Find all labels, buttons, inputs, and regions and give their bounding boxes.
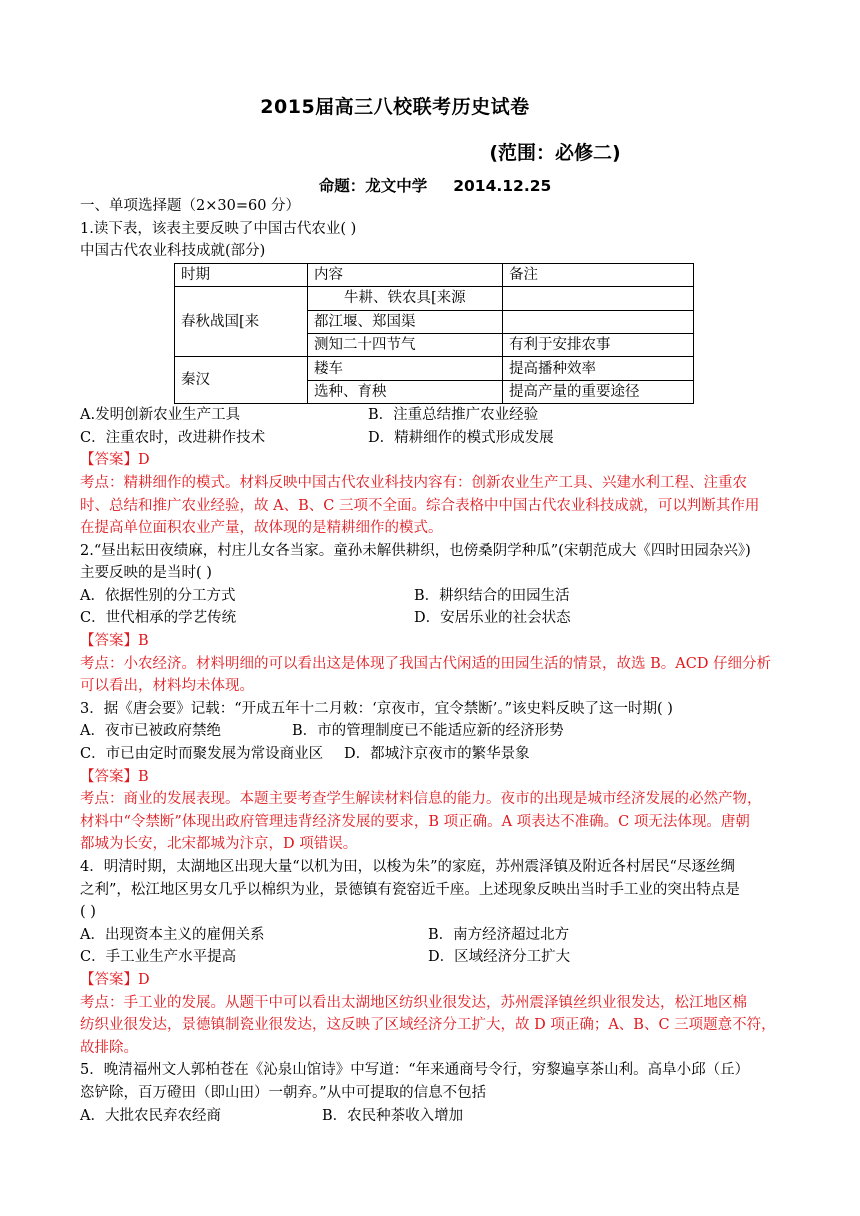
q3-answer: 【答案】B [80,768,149,785]
q4-stem-line: ( ) [80,904,96,921]
q1-table [174,263,694,404]
q3-options-row2 [80,743,794,766]
note-cell: 有利于安排农事 [503,333,694,356]
note-cell: 提高播种效率 [503,357,694,380]
q1-options-row1 [80,404,794,427]
q4-option-b: B．南方经济超过北方 [428,926,570,943]
q4-option-c: C．手工业生产水平提高 [80,949,237,966]
q3-explanation-line: 都城为长安，北宋都城为汴京，D 项错误。 [80,836,358,853]
q4-answer: 【答案】D [80,971,150,988]
q4-option-d: D．区域经济分工扩大 [428,949,571,966]
q1-answer: 【答案】D [80,452,150,469]
q3-option-d: D．都城汴京夜市的繁华景象 [344,746,530,763]
setter-label: 命题：龙文中学 [318,177,428,195]
q2-explanation-line: 考点：小农经济。材料明细的可以看出这是体现了我国古代闲适的田园生活的情景，故选 B。ACD 仔细分析 [80,655,772,672]
q3-options-row1 [80,720,794,743]
q3-explanation-line: 考点：商业的发展表现。本题主要考查学生解读材料信息的能力。夜市的出现是城市经济发展的必然产物， [80,791,762,808]
q3-option-c: C．市已由定时而聚发展为常设商业区 [80,746,324,763]
q1-explanation-line: 在提高单位面积农业产量，故体现的是精耕细作的模式。 [80,520,443,537]
q1-options-row2 [80,427,794,450]
q5-stem-line: 5．晚清福州文人郭柏苍在《沁泉山馆诗》中写道：“年来通商号令行，穷黎遍享茶山利。高阜小邱（丘） [80,1062,750,1079]
content-cell: 测知二十四节气 [308,333,503,356]
q4-explanation-line: 故排除。 [80,1039,138,1056]
q2-options-row2 [80,607,794,630]
q5-option-a: A．大批农民弃农经商 [80,1107,221,1124]
exam-title: 2015届高三八校联考历史试卷 [260,96,530,118]
q5-option-b: B．农民种茶收入增加 [322,1107,464,1124]
q3-explanation-line: 材料中“令禁断”体现出政府管理违背经济发展的要求，B 项正确。A 项表达不准确。C 项无法体现。唐朝 [80,813,750,830]
q4-option-a: A．出现资本主义的雇佣关系 [80,926,265,943]
q3-stem: 3．据《唐会要》记载：“开成五年十二月敕：‘京夜市，宜令禁断’。”该史料反映了这一时期( ) [80,700,673,717]
header-note: 备注 [503,263,694,286]
q2-option-b: B．耕织结合的田园生活 [414,587,570,604]
header-period: 时期 [175,263,308,286]
q1-table-title: 中国古代农业科技成就(部分) [80,243,266,260]
content-cell: 选种、育秧 [308,380,503,403]
section-heading: 一、单项选择题（2×30=60 分） [80,198,301,214]
q4-stem-line: 4．明清时期，太湖地区出现大量“以机为田，以梭为朱”的家庭，苏州震泽镇及附近各村居民“尽逐丝绸 [80,859,735,875]
q2-options-row1 [80,585,794,608]
period-cell: 春秋战国[来 [175,287,308,357]
q1-option-d: D．精耕细作的模式形成发展 [368,429,554,446]
content-cell: 耧车 [308,357,503,380]
q2-stem-line: 2.“昼出耘田夜绩麻，村庄儿女各当家。童孙未解供耕织，也傍桑阴学种瓜”(宋朝范成大《四时田园杂兴》) [80,542,751,559]
q3-option-b: B．市的管理制度已不能适应新的经济形势 [292,723,564,740]
content-cell: 都江堰、郑国渠 [308,310,503,333]
exam-date: 2014.12.25 [453,177,552,195]
q1-option-b: B．注重总结推广农业经验 [368,407,539,424]
q2-option-d: D．安居乐业的社会状态 [414,610,571,627]
q2-option-c: C．世代相承的学艺传统 [80,610,237,627]
q4-options-row2 [80,946,794,969]
q2-explanation-line: 可以看出，材料均未体现。 [80,678,254,695]
note-cell [503,287,694,310]
table-row [175,287,694,310]
q1-explanation-line: 时、总结和推广农业经验，故 A、B、C 三项不全面。综合表格中中国古代农业科技成就，可以判断其作用 [80,497,760,514]
q5-options-row1 [80,1105,794,1128]
q4-stem-line: 之利”，松江地区男女几乎以棉织为业，景德镇有瓷窑近千座。上述现象反映出当时手工业的突出特点是 [80,881,740,898]
q2-option-a: A．依据性别的分工方式 [80,587,236,604]
table-row [175,357,694,380]
q4-explanation-line: 考点：手工业的发展。从题干中可以看出太湖地区纺织业很发达，苏州震泽镇丝织业很发达，松江地区棉 [80,994,747,1011]
period-cell: 秦汉 [175,357,308,404]
q1-stem: 1.读下表，该表主要反映了中国古代农业( ) [80,220,357,237]
note-cell: 提高产量的重要途径 [503,380,694,403]
q3-option-a: A．夜市已被政府禁绝 [80,723,221,740]
q1-explanation-line: 考点：精耕细作的模式。材料反映中国古代农业科技内容有：创新农业生产工具、兴建水利工程、注重农 [80,474,747,491]
header-content: 内容 [308,263,503,286]
table-header-row [175,263,694,286]
q4-options-row1 [80,924,794,947]
content-cell: 牛耕、铁农具[来源 [308,287,503,310]
q1-option-c: C．注重农时，改进耕作技术 [80,429,266,446]
q1-option-a: A.发明创新农业生产工具 [80,407,241,424]
q2-answer: 【答案】B [80,633,149,650]
exam-scope: (范围：必修二) [489,142,621,164]
exam-content [80,195,794,1127]
q4-explanation-line: 纺织业很发达，景德镇制瓷业很发达，这反映了区域经济分工扩大，故 D 项正确；A、B、C 三项题意不符， [80,1017,776,1034]
note-cell [503,310,694,333]
q2-stem-line: 主要反映的是当时( ) [80,565,212,582]
exam-setter [40,174,830,196]
q5-stem-line: 恣铲除，百万磴田（即山田）一朝弃。”从中可提取的信息不包括 [80,1084,487,1101]
